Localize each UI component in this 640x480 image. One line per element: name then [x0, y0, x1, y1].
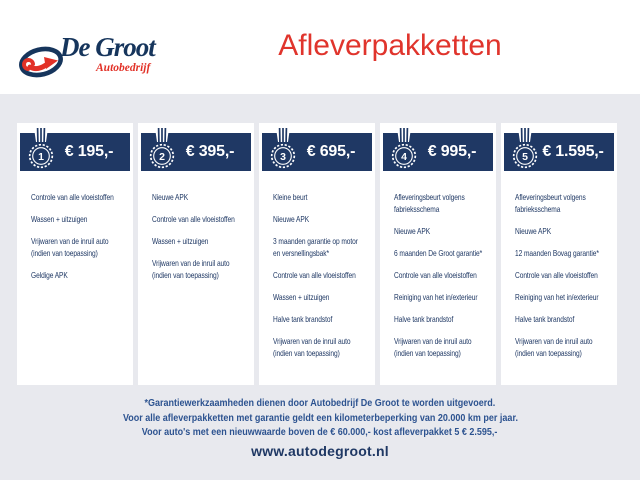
medal-icon: [26, 127, 56, 173]
feature-item: [152, 235, 252, 247]
feature-line: Afleveringsbeurt volgens: [515, 192, 586, 202]
feature-item: [273, 291, 373, 303]
medal-icon: [510, 127, 540, 173]
feature-item: [152, 257, 252, 281]
degroot-logo-icon: [18, 36, 64, 82]
feature-list: [138, 171, 254, 281]
feature-item: [394, 269, 494, 281]
package-price: € 1.595,-: [542, 143, 604, 160]
package-header: [262, 133, 372, 171]
feature-line: fabrieksschema: [394, 204, 440, 214]
feature-line: Vrijwaren van de inruil auto: [152, 258, 230, 268]
packages-row: [17, 123, 617, 385]
feature-line: Afleveringsbeurt volgens: [394, 192, 465, 202]
feature-item: [394, 335, 494, 359]
feature-item: [515, 269, 615, 281]
feature-line: (indien van toepassing): [273, 348, 340, 358]
medal-icon: [389, 127, 419, 173]
feature-line: Reiniging van het in/exterieur: [394, 292, 478, 302]
feature-item: [152, 191, 252, 203]
feature-line: Reiniging van het in/exterieur: [515, 292, 599, 302]
feature-line: Nieuwe APK: [515, 226, 552, 236]
feature-line: Vrijwaren van de inruil auto: [273, 336, 351, 346]
feature-item: [515, 335, 615, 359]
package-price: € 695,-: [306, 143, 356, 160]
feature-line: en versnellingsbak*: [273, 248, 330, 258]
feature-line: Nieuwe APK: [273, 214, 310, 224]
feature-list: [259, 171, 375, 359]
feature-item: [273, 313, 373, 325]
page-title: Afleverpakketten: [278, 29, 502, 62]
feature-line: Halve tank brandstof: [273, 314, 333, 324]
feature-line: Wassen + uitzuigen: [31, 214, 88, 224]
package-header: [383, 133, 493, 171]
feature-line: Controle van alle vloeistoffen: [152, 214, 235, 224]
feature-line: Kleine beurt: [273, 192, 308, 202]
feature-line: 6 maanden De Groot garantie*: [394, 248, 483, 258]
package-price: € 395,-: [185, 143, 235, 160]
package-header: [504, 133, 614, 171]
feature-item: [273, 269, 373, 281]
footnote-line: *Garantiewerkzaamheden dienen door Autobedrijf De Groot te worden uitgevoerd.: [144, 398, 496, 409]
feature-item: [394, 291, 494, 303]
svg-text:2: 2: [159, 150, 165, 163]
svg-text:5: 5: [522, 150, 528, 163]
feature-item: [31, 269, 131, 281]
feature-item: [31, 235, 131, 259]
feature-item: [515, 313, 615, 325]
footnote-line: Voor auto's met een nieuwwaarde boven de € 60.000,- kost afleverpakket 5 € 2.595,-: [142, 427, 498, 438]
feature-line: Vrijwaren van de inruil auto: [515, 336, 593, 346]
footnotes: [0, 397, 640, 441]
feature-line: Halve tank brandstof: [394, 314, 454, 324]
package-price: € 195,-: [64, 143, 114, 160]
degroot-logo: [18, 26, 188, 88]
feature-item: [394, 313, 494, 325]
feature-line: Geldige APK: [31, 270, 68, 280]
svg-text:4: 4: [401, 150, 407, 163]
feature-line: Vrijwaren van de inruil auto: [394, 336, 472, 346]
medal-icon: [268, 127, 298, 173]
feature-line: Controle van alle vloeistoffen: [515, 270, 598, 280]
package-card[interactable]: [380, 123, 496, 385]
feature-line: (indien van toepassing): [394, 348, 461, 358]
feature-line: Halve tank brandstof: [515, 314, 575, 324]
feature-item: [31, 213, 131, 225]
feature-line: Vrijwaren van de inruil auto: [31, 236, 109, 246]
feature-line: 12 maanden Bovag garantie*: [515, 248, 599, 258]
feature-item: [31, 191, 131, 203]
feature-item: [273, 213, 373, 225]
feature-list: [380, 171, 496, 359]
feature-list: [501, 171, 617, 359]
svg-text:1: 1: [38, 150, 44, 163]
brand-name: De Groot: [60, 32, 155, 62]
feature-item: [515, 225, 615, 237]
brand-subtitle: Autobedrijf: [96, 62, 151, 74]
package-card[interactable]: [501, 123, 617, 385]
feature-line: Controle van alle vloeistoffen: [273, 270, 356, 280]
feature-line: (indien van toepassing): [31, 248, 98, 258]
feature-line: Controle van alle vloeistoffen: [31, 192, 114, 202]
feature-item: [394, 191, 494, 215]
feature-line: 3 maanden garantie op motor: [273, 236, 358, 246]
website-url[interactable]: www.autodegroot.nl: [251, 443, 389, 459]
feature-line: (indien van toepassing): [152, 270, 219, 280]
feature-item: [273, 235, 373, 259]
feature-line: Controle van alle vloeistoffen: [394, 270, 477, 280]
package-card[interactable]: [17, 123, 133, 385]
feature-line: Nieuwe APK: [394, 226, 431, 236]
feature-line: (indien van toepassing): [515, 348, 582, 358]
package-header: [20, 133, 130, 171]
feature-item: [273, 191, 373, 203]
medal-icon: [147, 127, 177, 173]
feature-item: [515, 191, 615, 215]
package-card[interactable]: [259, 123, 375, 385]
feature-line: fabrieksschema: [515, 204, 561, 214]
feature-line: Wassen + uitzuigen: [152, 236, 209, 246]
feature-line: Nieuwe APK: [152, 192, 189, 202]
feature-line: Wassen + uitzuigen: [273, 292, 330, 302]
svg-text:3: 3: [280, 150, 286, 163]
top-bar: [0, 0, 640, 94]
package-card[interactable]: [138, 123, 254, 385]
package-price: € 995,-: [427, 143, 477, 160]
feature-item: [515, 291, 615, 303]
footnote-line: Voor alle afleverpakketten met garantie geldt een kilometerbeperking van 20.000 km per jaar.: [122, 412, 518, 424]
package-header: [141, 133, 251, 171]
feature-item: [394, 225, 494, 237]
feature-item: [152, 213, 252, 225]
feature-item: [273, 335, 373, 359]
feature-item: [394, 247, 494, 259]
feature-item: [515, 247, 615, 259]
feature-list: [17, 171, 133, 281]
